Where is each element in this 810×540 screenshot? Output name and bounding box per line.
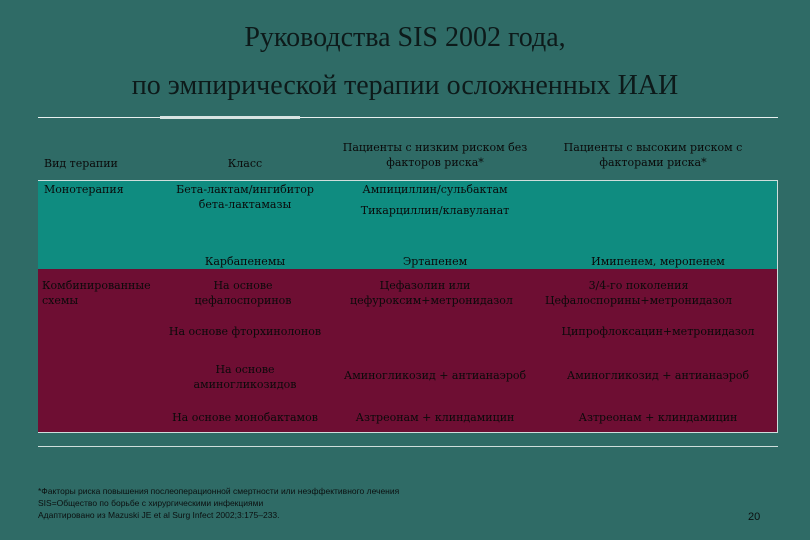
row-cephalosporin-class: На основе цефалоспоринов [194, 279, 292, 307]
row-combination-type: Комбинированные схемы [42, 279, 151, 307]
header-rule [38, 180, 778, 181]
row-carbapenem-high-risk: Имипенем, меропенем [591, 255, 725, 268]
row-aminoglycoside-high-risk: Аминогликозид + антианаэроб [566, 369, 750, 382]
row-fluoroquinolone-class: На основе фторхинолонов [168, 325, 322, 338]
header-therapy-type: Вид терапии [44, 157, 118, 170]
header-high-risk: Пациенты с высоким риском с факторами риска* [563, 141, 743, 169]
row-aminoglycoside-class: На основе аминогликозидов [193, 363, 297, 391]
row-aminoglycoside-low-risk: Аминогликозид + антианаэроб [343, 369, 527, 382]
row-monobactam-high-risk: Азтреонам + клиндамицин [578, 411, 738, 424]
row-monotherapy-class: Бета-лактам/ингибитор бета-лактамазы [176, 183, 314, 211]
table-right-edge [777, 181, 778, 432]
footnote-sis-definition: SIS=Общество по борьбе с хирургическими инфекциями [38, 498, 264, 508]
row-cephalosporin-high-risk: 3/4-го поколения Цефалоспорины+метронидазол [544, 279, 733, 307]
row-carbapenem-class: Карбапенемы [204, 255, 286, 268]
row-carbapenem-low-risk: Эртапенем [402, 255, 468, 268]
footnote-source: Адаптировано из Mazuski JE et al Surg Infect 2002;3:175–233. [38, 510, 280, 520]
slide-title-line-1: Руководства SIS 2002 года, [244, 22, 566, 53]
row-cephalosporin-low-risk: Цефазолин или цефуроксим+метронидазол [350, 279, 513, 307]
row-monobactam-class: На основе монобактамов [172, 411, 318, 424]
title-divider [38, 117, 778, 118]
table-end-rule [38, 446, 778, 447]
header-class: Класс [227, 157, 263, 170]
row-fluoroquinolone-high-risk: Ципрофлоксацин+метронидазол [561, 325, 755, 338]
row-monotherapy-low-risk-2: Тикарциллин/клавуланат [360, 204, 510, 217]
header-low-risk: Пациенты с низким риском без факторов риска* [342, 141, 528, 169]
footnote-risk-factors: *Факторы риска повышения послеоперационной смертности или неэффективного лечения [38, 486, 400, 496]
table-bottom-rule [38, 432, 778, 433]
row-monobactam-low-risk: Азтреонам + клиндамицин [355, 411, 515, 424]
title-divider-accent [160, 116, 300, 119]
page-number: 20 [748, 511, 761, 523]
row-monotherapy-type: Монотерапия [44, 183, 124, 196]
row-monotherapy-low-risk-1: Ампициллин/сульбактам [362, 183, 508, 196]
slide-title-line-2: по эмпирической терапии осложненных ИАИ [131, 70, 679, 101]
